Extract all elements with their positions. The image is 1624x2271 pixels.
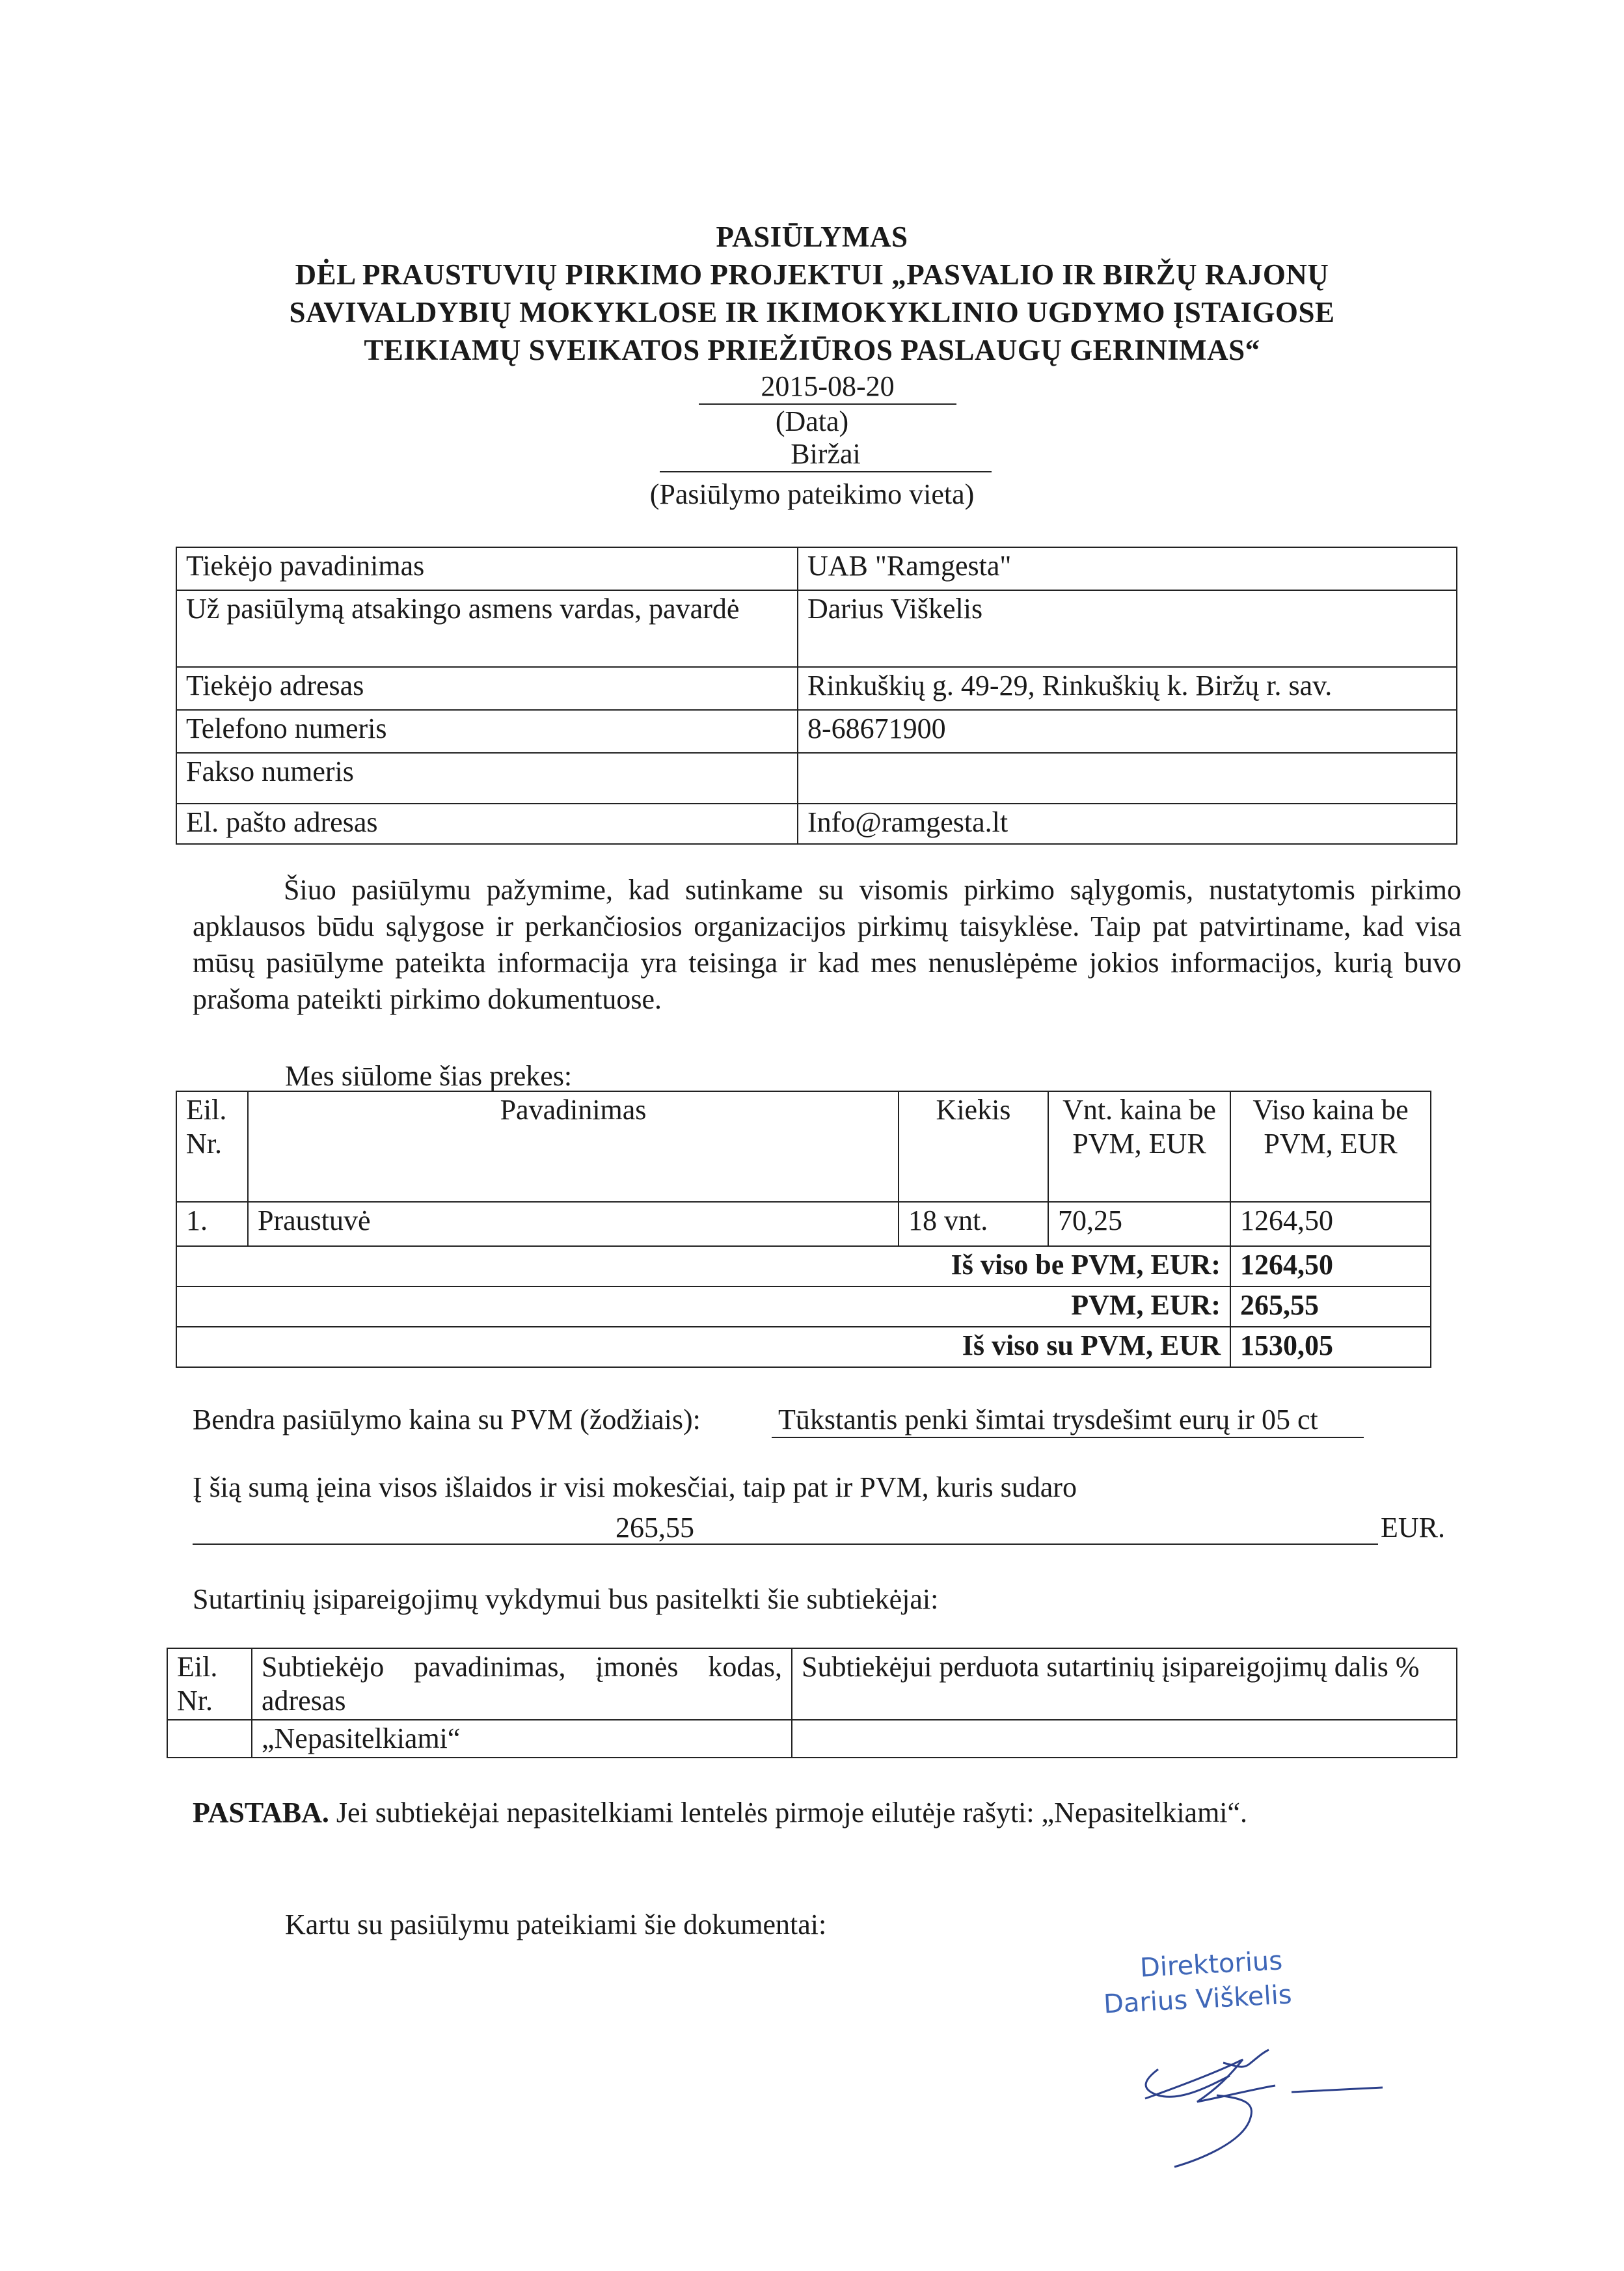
table-row: [176, 804, 1457, 844]
price-words-label: Bendra pasiūlymo kaina su PVM (žodžiais):: [193, 1404, 701, 1435]
stamp-name: Darius Viškelis: [1102, 1979, 1293, 2020]
table-row: [176, 667, 1457, 710]
sub-cell-share: [792, 1720, 1457, 1758]
supplier-value: 8-68671900: [798, 710, 1457, 753]
sub-header-nr: Eil. Nr.: [167, 1648, 252, 1720]
supplier-label: Tiekėjo adresas: [176, 667, 798, 710]
doc-title: PASIŪLYMAS: [716, 221, 908, 253]
supplier-value: UAB "Ramgesta": [798, 547, 1457, 590]
price-words-value: Tūkstantis penki šimtai trysdešimt eurų ir 05 ct: [772, 1403, 1364, 1438]
doc-title-line-3: SAVIVALDYBIŲ MOKYKLOSE IR IKIMOKYKLINIO UGDYMO ĮSTAIGOSE: [289, 296, 1335, 329]
goods-header-total: Viso kaina be PVM, EUR: [1230, 1091, 1431, 1202]
goods-header-qty: Kiekis: [899, 1091, 1048, 1202]
vat-sentence: Į šią sumą įeina visos išlaidos ir visi mokesčiai, taip pat ir PVM, kuris sudaro: [193, 1471, 1077, 1503]
sub-header-share: Subtiekėjui perduota sutartinių įsipareigojimų dalis %: [792, 1648, 1457, 1720]
note: [193, 1796, 1247, 1829]
table-row: [167, 1648, 1457, 1720]
goods-header-nr: Eil. Nr.: [176, 1091, 248, 1202]
vat-label: PVM, EUR:: [176, 1286, 1230, 1327]
totals-label: Iš viso be PVM, EUR:: [176, 1246, 1230, 1286]
goods-header-unit-price: Vnt. kaina be PVM, EUR: [1048, 1091, 1230, 1202]
note-text: Jei subtiekėjai nepasitelkiami lentelės pirmoje eilutėje rašyti: „Nepasitelkiami“.: [336, 1797, 1248, 1829]
goods-cell-unit-price: 70,25: [1048, 1202, 1230, 1246]
goods-cell-nr: 1.: [176, 1202, 248, 1246]
place-caption: (Pasiūlymo pateikimo vieta): [649, 478, 975, 510]
table-row: [176, 590, 1457, 667]
subcontractors-intro: Sutartinių įsipareigojimų vykdymui bus pasitelkti šie subtiekėjai:: [193, 1583, 939, 1615]
goods-table: [176, 1091, 1431, 1368]
doc-title-line-2: DĖL PRAUSTUVIŲ PIRKIMO PROJEKTUI „PASVALIO IR BIRŽŲ RAJONŲ: [295, 258, 1329, 291]
goods-cell-name: Praustuvė: [248, 1202, 899, 1246]
sub-cell-nr: [167, 1720, 252, 1758]
table-row: [176, 1246, 1431, 1286]
totals-value: 1264,50: [1230, 1246, 1431, 1286]
handwritten-signature: [1119, 2024, 1392, 2180]
table-row: [176, 1286, 1431, 1327]
subcontractors-table: [167, 1648, 1457, 1758]
date-caption: (Data): [775, 405, 849, 437]
goods-cell-total: 1264,50: [1230, 1202, 1431, 1246]
table-row: [167, 1720, 1457, 1758]
note-label: PASTABA.: [193, 1797, 329, 1829]
supplier-value: [798, 753, 1457, 804]
goods-intro: Mes siūlome šias prekes:: [285, 1060, 573, 1092]
table-row: [176, 753, 1457, 804]
sub-cell-name: „Nepasitelkiami“: [252, 1720, 792, 1758]
supplier-label: Telefono numeris: [176, 710, 798, 753]
doc-title-line-4: TEIKIAMŲ SVEIKATOS PRIEŽIŪROS PASLAUGŲ GERINIMAS“: [364, 334, 1260, 366]
supplier-value: Info@ramgesta.lt: [798, 804, 1457, 844]
sub-header-name: Subtiekėjo pavadinimas, įmonės kodas, adresas: [252, 1648, 792, 1720]
table-row: [176, 547, 1457, 590]
supplier-label: El. pašto adresas: [176, 804, 798, 844]
grand-total-label: Iš viso su PVM, EUR: [176, 1327, 1230, 1367]
goods-header-name: Pavadinimas: [248, 1091, 899, 1202]
supplier-table: [176, 547, 1457, 845]
supplier-label: Fakso numeris: [176, 753, 798, 804]
table-row: [176, 1327, 1431, 1367]
supplier-label: Už pasiūlymą atsakingo asmens vardas, pavardė: [176, 590, 798, 667]
supplier-value: Rinkuškių g. 49-29, Rinkuškių k. Biržų r. sav.: [798, 667, 1457, 710]
table-row: [176, 1091, 1431, 1202]
goods-cell-qty: 18 vnt.: [899, 1202, 1048, 1246]
grand-total-value: 1530,05: [1230, 1327, 1431, 1367]
supplier-value: Darius Viškelis: [798, 590, 1457, 667]
stamp-title: Direktorius: [1139, 1946, 1284, 1983]
statement-paragraph: Šiuo pasiūlymu pažymime, kad sutinkame su visomis pirkimo sąlygomis, nustatytomis pirkimo apklausos būdu sąlygose ir perkančiosios organizacijos pirkimų taisyklėse. Taip pat patvirtiname, kad visa mūsų pasiūlyme pateikta informacija yra teisinga ir kad mes nenuslėpėme jokios informacijos, kurią buvo prašoma pateikti pirkimo dokumentuose.: [193, 874, 1461, 1015]
place-value: Biržai: [660, 437, 992, 472]
supplier-label: Tiekėjo pavadinimas: [176, 547, 798, 590]
documents-intro: Kartu su pasiūlymu pateikiami šie dokumentai:: [285, 1909, 827, 1940]
table-row: [176, 710, 1457, 753]
table-row: [176, 1202, 1431, 1246]
vat-value: 265,55: [1230, 1286, 1431, 1327]
vat-amount: 265,55: [193, 1511, 1378, 1545]
date-value: 2015-08-20: [699, 371, 956, 405]
vat-unit: EUR.: [1381, 1512, 1445, 1543]
